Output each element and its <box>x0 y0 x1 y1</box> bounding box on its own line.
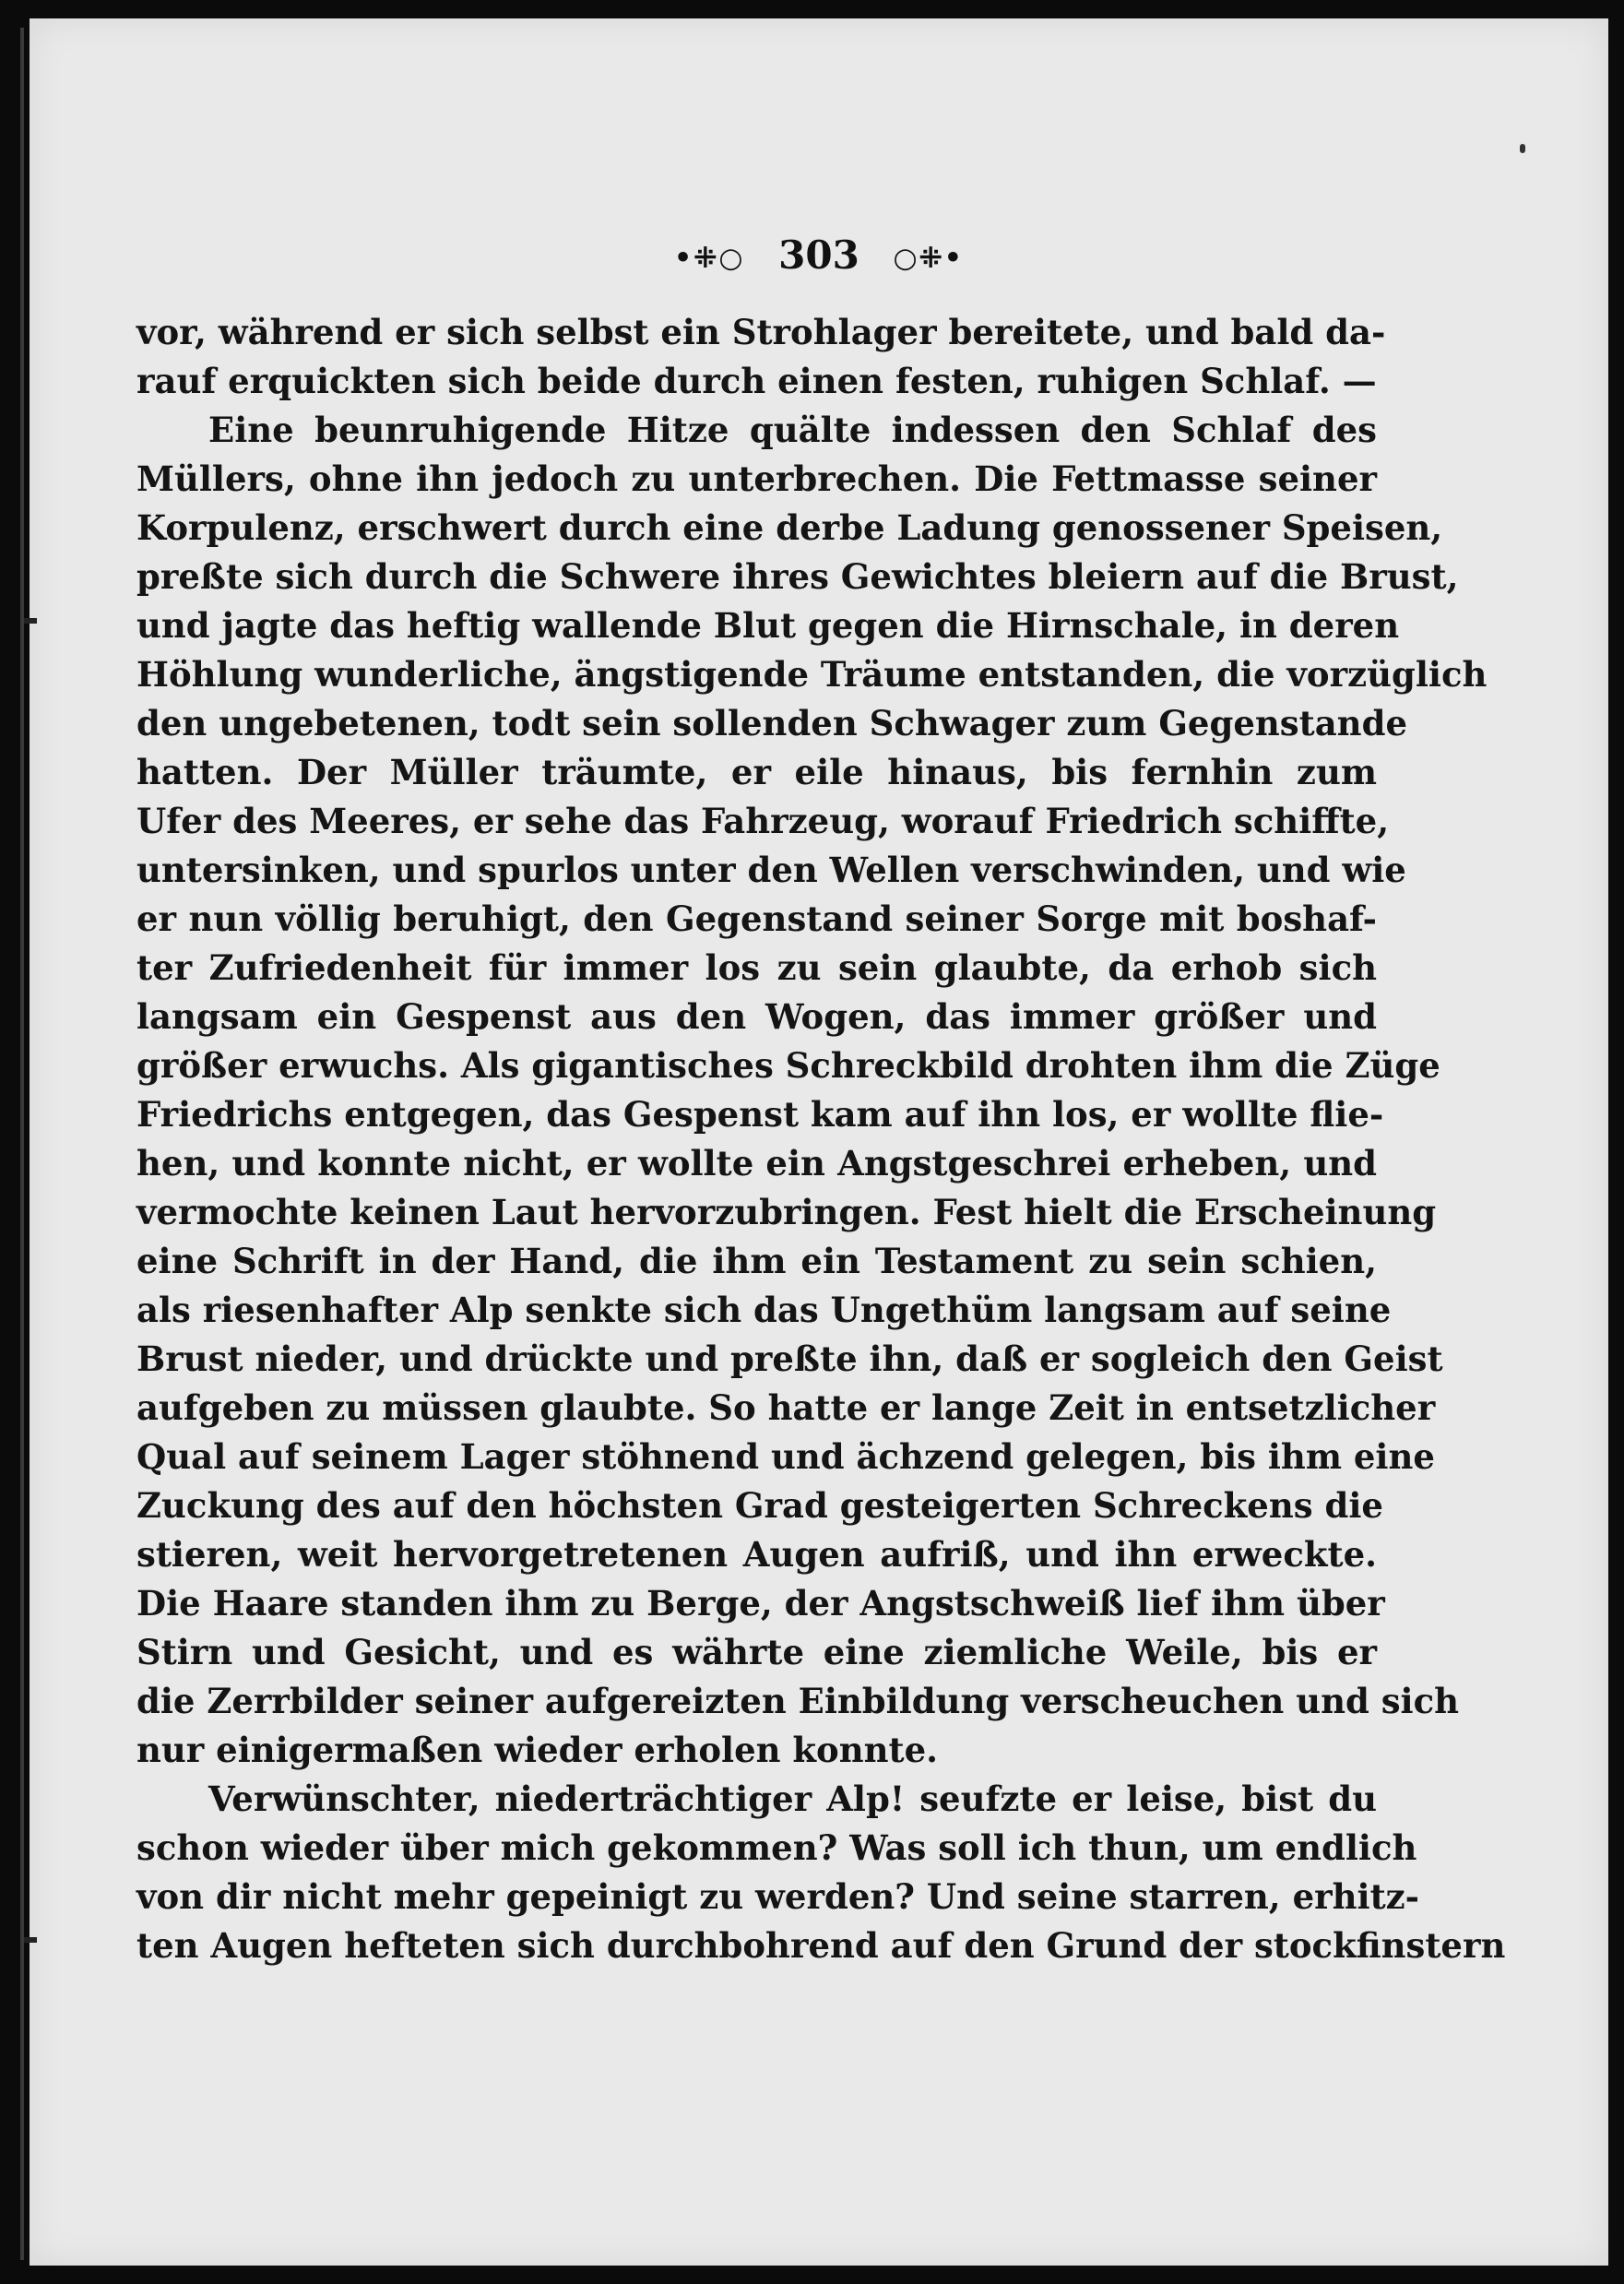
body-text <box>136 308 1506 1970</box>
scan-speck <box>1520 144 1525 153</box>
book-page <box>30 18 1608 2266</box>
text-line: Qual auf seinem Lager stöhnend und ächzend gelegen, bis ihm eine <box>136 1436 1435 1477</box>
page-number: 303 <box>778 232 859 278</box>
text-line: Eine beunruhigende Hitze quälte indessen den Schlaf des <box>208 410 1377 450</box>
text-line: Brust nieder, und drückte und preßte ihn, daß er sogleich den Geist <box>136 1338 1443 1379</box>
text-line: die Zerrbilder seiner aufgereizten Einbildung verscheuchen und sich <box>136 1681 1460 1721</box>
text-line: ter Zufriedenheit für immer los zu sein glaubte, da erhob sich <box>136 947 1377 988</box>
text-line: eine Schrift in der Hand, die ihm ein Testament zu sein schien, <box>136 1241 1377 1281</box>
text-line: als riesenhafter Alp senkte sich das Ungethüm langsam auf seine <box>136 1290 1392 1330</box>
text-line: aufgeben zu müssen glaubte. So hatte er lange Zeit in entsetzlicher <box>136 1387 1436 1428</box>
text-line: Korpulenz, erschwert durch eine derbe Ladung genossener Speisen, <box>136 507 1443 548</box>
text-line: er nun völlig beruhigt, den Gegenstand seiner Sorge mit boshaf- <box>136 898 1377 939</box>
text-line: vermochte keinen Laut hervorzubringen. Fest hielt die Erscheinung <box>136 1192 1437 1232</box>
text-line: schon wieder über mich gekommen? Was soll ich thun, um endlich <box>136 1827 1417 1868</box>
text-line: Höhlung wunderliche, ängstigende Träume entstanden, die vorzüglich <box>136 654 1488 695</box>
text-line: stieren, weit hervorgetretenen Augen aufriß, und ihn erweckte. <box>136 1534 1377 1575</box>
text-line: langsam ein Gespenst aus den Wogen, das immer größer und <box>136 996 1377 1037</box>
text-line: den ungebetenen, todt sein sollenden Schwager zum Gegenstande <box>136 703 1407 743</box>
binding-gutter-line <box>20 28 24 2260</box>
text-line: nur einigermaßen wieder erholen konnte. <box>136 1730 939 1770</box>
text-line: und jagte das heftig wallende Blut gegen die Hirnschale, in deren <box>136 605 1400 646</box>
text-line: Müllers, ohne ihn jedoch zu unterbrechen. Die Fettmasse seiner <box>136 458 1377 499</box>
text-line: Zuckung des auf den höchsten Grad gesteigerten Schreckens die <box>136 1485 1383 1526</box>
text-line: größer erwuchs. Als gigantisches Schreckbild drohten ihm die Züge <box>136 1045 1440 1086</box>
text-line: Friedrichs entgegen, das Gespenst kam auf ihn los, er wollte flie- <box>136 1094 1384 1135</box>
text-line: Verwünschter, niederträchtiger Alp! seufzte er leise, bist du <box>208 1778 1377 1819</box>
text-line: rauf erquickten sich beide durch einen festen, ruhigen Schlaf. — <box>136 361 1377 401</box>
gutter-mark <box>24 1937 37 1943</box>
text-line: preßte sich durch die Schwere ihres Gewichtes bleiern auf die Brust, <box>136 556 1459 597</box>
text-line: hen, und konnte nicht, er wollte ein Angstgeschrei erheben, und <box>136 1143 1377 1184</box>
gutter-mark <box>24 618 37 624</box>
text-line: hatten. Der Müller träumte, er eile hinaus, bis fernhin zum <box>136 752 1377 792</box>
text-line: Ufer des Meeres, er sehe das Fahrzeug, worauf Friedrich schiffte, <box>136 801 1390 841</box>
page-header <box>30 232 1608 278</box>
text-line: ten Augen hefteten sich durchbohrend auf den Grund der stockfinstern <box>136 1925 1506 1966</box>
text-line: untersinken, und spurlos unter den Wellen verschwinden, und wie <box>136 850 1406 890</box>
header-ornament-left: •⁜○ <box>674 242 745 275</box>
text-line: von dir nicht mehr gepeinigt zu werden? Und seine starren, erhitz- <box>136 1876 1420 1917</box>
text-line: Stirn und Gesicht, und es währte eine ziemliche Weile, bis er <box>136 1632 1377 1672</box>
header-ornament-right: ○⁜• <box>893 242 964 275</box>
text-line: vor, während er sich selbst ein Strohlager bereitete, und bald da- <box>136 312 1386 352</box>
text-line: Die Haare standen ihm zu Berge, der Angstschweiß lief ihm über <box>136 1583 1385 1624</box>
